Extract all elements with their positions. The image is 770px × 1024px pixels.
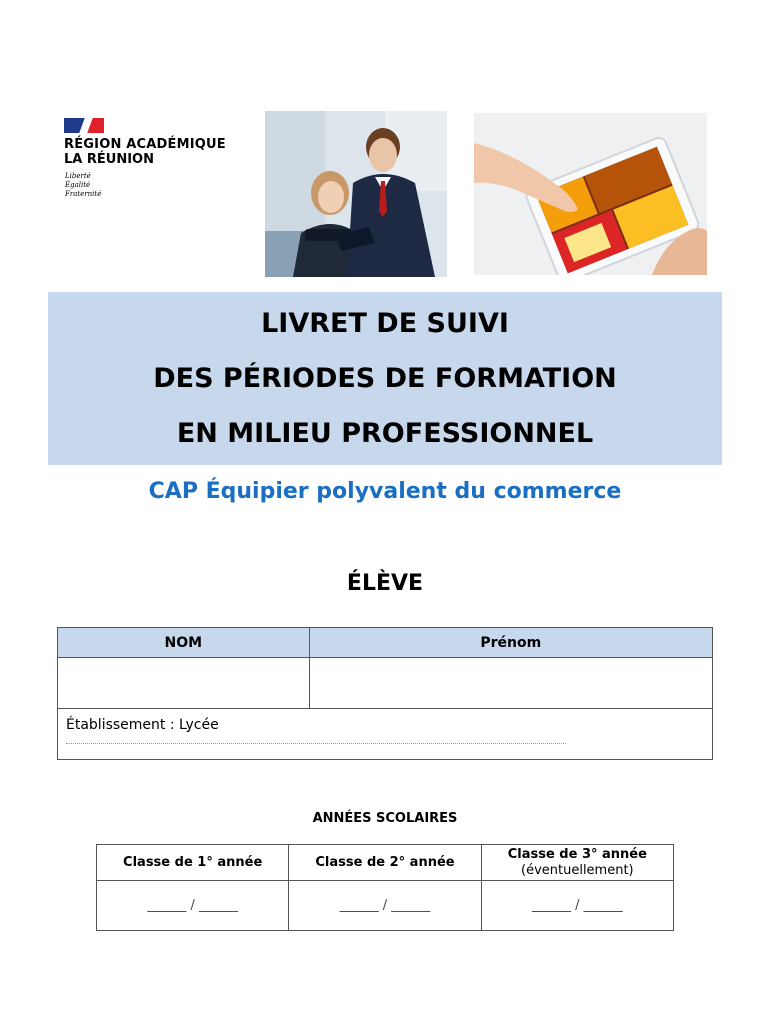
year-3-field[interactable]: ______ / ______ [481,881,673,931]
col-nom: NOM [58,628,310,658]
prenom-field[interactable] [309,658,712,709]
year-2-header: Classe de 2° année [289,845,481,881]
year-3-header [481,845,673,881]
year-3-header-label: Classe de 3° année [507,846,647,862]
region-logo [64,118,254,202]
title-line-2: DES PÉRIODES DE FORMATION [153,363,617,394]
col-prenom: Prénom [309,628,712,658]
year-1-field[interactable]: ______ / ______ [97,881,289,931]
title-line-3: EN MILIEU PROFESSIONNEL [176,418,594,449]
logo-line-2: LA RÉUNION [64,152,154,167]
nom-field[interactable] [58,658,310,709]
logo-line-1: RÉGION ACADÉMIQUE [64,137,226,152]
year-3-note: (éventuellement) [521,862,634,878]
year-2-field[interactable]: ______ / ______ [289,881,481,931]
year-1-header: Classe de 1° année [97,845,289,881]
title-banner [48,292,722,465]
logo-motto: Liberté Égalité Fraternité [65,172,102,198]
diploma-subtitle: CAP Équipier polyvalent du commerce [148,479,622,504]
hand-touching-tablet-photo [474,113,707,275]
years-heading: ANNÉES SCOLAIRES [312,811,458,826]
etablissement-field[interactable] [58,709,713,760]
student-heading: ÉLÈVE [346,571,424,596]
student-table [57,627,713,760]
etablissement-line [66,743,566,744]
marianne-flag-icon [64,118,104,133]
etablissement-label: Établissement : Lycée [66,717,219,733]
title-line-1: LIVRET DE SUIVI [261,308,509,339]
years-table [96,844,674,931]
two-people-tablet-photo [265,111,447,277]
